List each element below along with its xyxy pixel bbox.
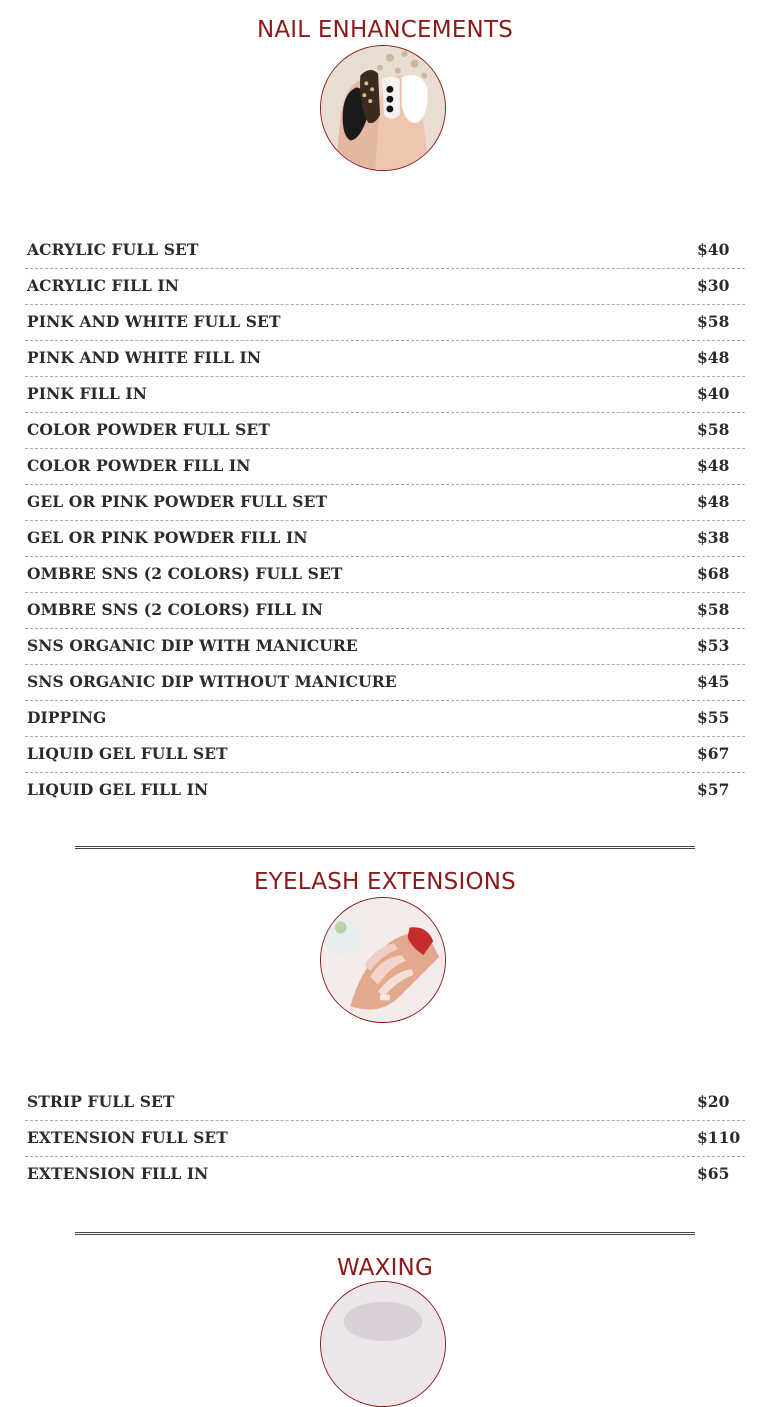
waxing-photo-icon <box>320 1281 446 1407</box>
manicured-hand-photo-icon <box>320 897 446 1023</box>
list-item: COLOR POWDER FILL IN $48 <box>25 449 745 485</box>
list-item: ACRYLIC FILL IN $30 <box>25 269 745 305</box>
list-item: PINK AND WHITE FILL IN $48 <box>25 341 745 377</box>
list-item: GEL OR PINK POWDER FULL SET $48 <box>25 485 745 521</box>
nail-art-photo-icon <box>320 45 446 171</box>
list-item: SNS ORGANIC DIP WITH MANICURE $53 <box>25 629 745 665</box>
list-item: LIQUID GEL FILL IN $57 <box>27 780 730 799</box>
list-item: GEL OR PINK POWDER FILL IN $38 <box>25 521 745 557</box>
list-item: STRIP FULL SET $20 <box>25 1085 745 1121</box>
list-item: OMBRE SNS (2 COLORS) FULL SET $68 <box>25 557 745 593</box>
section-title-nail-enhancements: NAIL ENHANCEMENTS <box>256 17 514 43</box>
list-item: EXTENSION FILL IN $65 <box>27 1164 730 1183</box>
list-item: PINK FILL IN $40 <box>25 377 745 413</box>
list-item: OMBRE SNS (2 COLORS) FILL IN $58 <box>25 593 745 629</box>
list-item: EXTENSION FULL SET $110 <box>25 1121 745 1157</box>
eyelash-extensions-menu <box>25 1085 745 1193</box>
section-title-eyelash-extensions: EYELASH EXTENSIONS <box>254 869 516 895</box>
nail-enhancements-menu <box>25 233 745 809</box>
list-item: ACRYLIC FULL SET $40 <box>25 233 745 269</box>
list-item: LIQUID GEL FULL SET $67 <box>25 737 745 773</box>
section-title-waxing: WAXING <box>337 1255 433 1281</box>
list-item: SNS ORGANIC DIP WITHOUT MANICURE $45 <box>25 665 745 701</box>
list-item: DIPPING $55 <box>25 701 745 737</box>
list-item: PINK AND WHITE FULL SET $58 <box>25 305 745 341</box>
section-divider <box>75 1232 695 1235</box>
section-divider <box>75 846 695 849</box>
list-item: COLOR POWDER FULL SET $58 <box>25 413 745 449</box>
